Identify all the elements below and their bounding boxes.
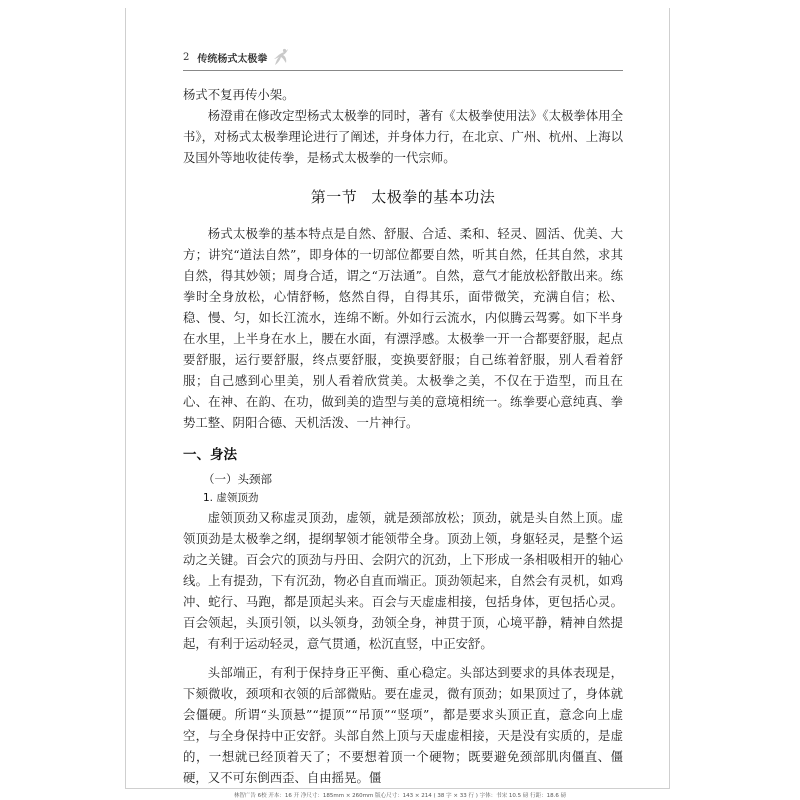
intro-paragraph-1: 杨式不复再传小架。 [183,87,295,102]
tai-chi-figure-icon [271,47,291,67]
print-info-footer: 林智广告 6校 开本：16 开 净尺寸：185mm × 260mm 版心尺寸：143 × 214 ( 38 字 × 33 行 ) 字体：书宋 10.5 磅 行距：18.6 磅 [233,793,567,799]
intro-paragraph-2: 杨澄甫在修改定型杨式太极拳的同时，著有《太极拳使用法》《太极拳体用全书》，对杨式太极拳理论进行了阐述，并身体力行，在北京、广州、杭州、上海以及国外等地收徒传拳，是杨式太极拳的一代宗师。 [183,108,623,165]
section-name: 太极拳的基本功法 [371,188,496,206]
section-paragraph: 杨式太极拳的基本特点是自然、舒服、合适、柔和、轻灵、圆活、优美、大方；讲究“道法自然”，即身体的一切部位都要自然，听其自然，任其自然，求其自然，得其妙领；周身合适，谓之“万法通”。自然，意气才能放松舒散出来。练拳时全身放松，心情舒畅，悠然自得，自得其乐，面带微笑，充满自信；松、稳、慢、匀，如长江流水，连绵不断。外如行云流水，内似腾云驾雾。如下半身在水里，上半身在水上，腰在水面，有漂浮感。太极拳一开一合都要舒服，起点要舒服，运行要舒服，终点要舒服，变换要舒服；自己练着舒服，别人看着舒服；自己感到心里美，别人看着欣赏美。太极拳之美，不仅在于造型，而且在心、在神、在韵、在功，做到美的造型与美的意境相统一。练拳要心意纯真、拳势工整、阴阳合德、天机活泼、一片神行。 [183,226,623,430]
body-paragraph-2: 头部端正，有利于保持身正平衡、重心稳定。头部达到要求的具体表现是，下颏微收，颈项和衣领的后部微贴。要在虚灵，微有顶劲；如果顶过了，身体就会僵硬。所谓“头顶悬”“提顶”“吊顶”“竖项”，都是要求头顶正直，意念向上虚空，与全身保持中正安舒。头部自然上顶与天虚虚相接，天是没有实质的，是虚的，一想就已经顶着天了；不要想着顶一个硬物；既要避免颈部肌肉僵直、僵硬，又不可东倒西歪、自由摇晃。僵 [183,665,623,785]
book-title: 传统杨式太极拳 [197,53,268,65]
page-content [183,84,623,788]
running-header [183,47,291,67]
heading-level-1: 一、身法 [183,447,237,463]
heading-level-3: 1. 虚领顶劲 [203,492,259,504]
section-number: 第一节 [310,188,358,206]
page-number: 2 [183,51,190,63]
heading-level-2: （一）头颈部 [203,472,272,486]
body-paragraph-1: 虚领顶劲又称虚灵顶劲，虚领，就是颈部放松；顶劲，就是头自然上顶。虚领顶劲是太极拳之纲，提纲挈领才能领带全身。顶劲上领，身躯轻灵，是整个运动之关键。百会穴的顶劲与丹田、会阴穴的沉劲，上下形成一条相吸相开的轴心线。上有提劲，下有沉劲，物必自直而端正。顶劲领起来，自然会有灵机，如鸡冲、蛇行、马跑，都是顶起头来。百会与天虚虚相接，包括身体，更包括心灵。百会领起，头顶引领，以头领身，劲领全身，神贯于顶，心境平静，精神自然提起，有利于运动轻灵，意气贯通，松沉直竖，中正安舒。 [183,510,623,651]
section-title [183,186,623,207]
header-rule [183,70,623,71]
